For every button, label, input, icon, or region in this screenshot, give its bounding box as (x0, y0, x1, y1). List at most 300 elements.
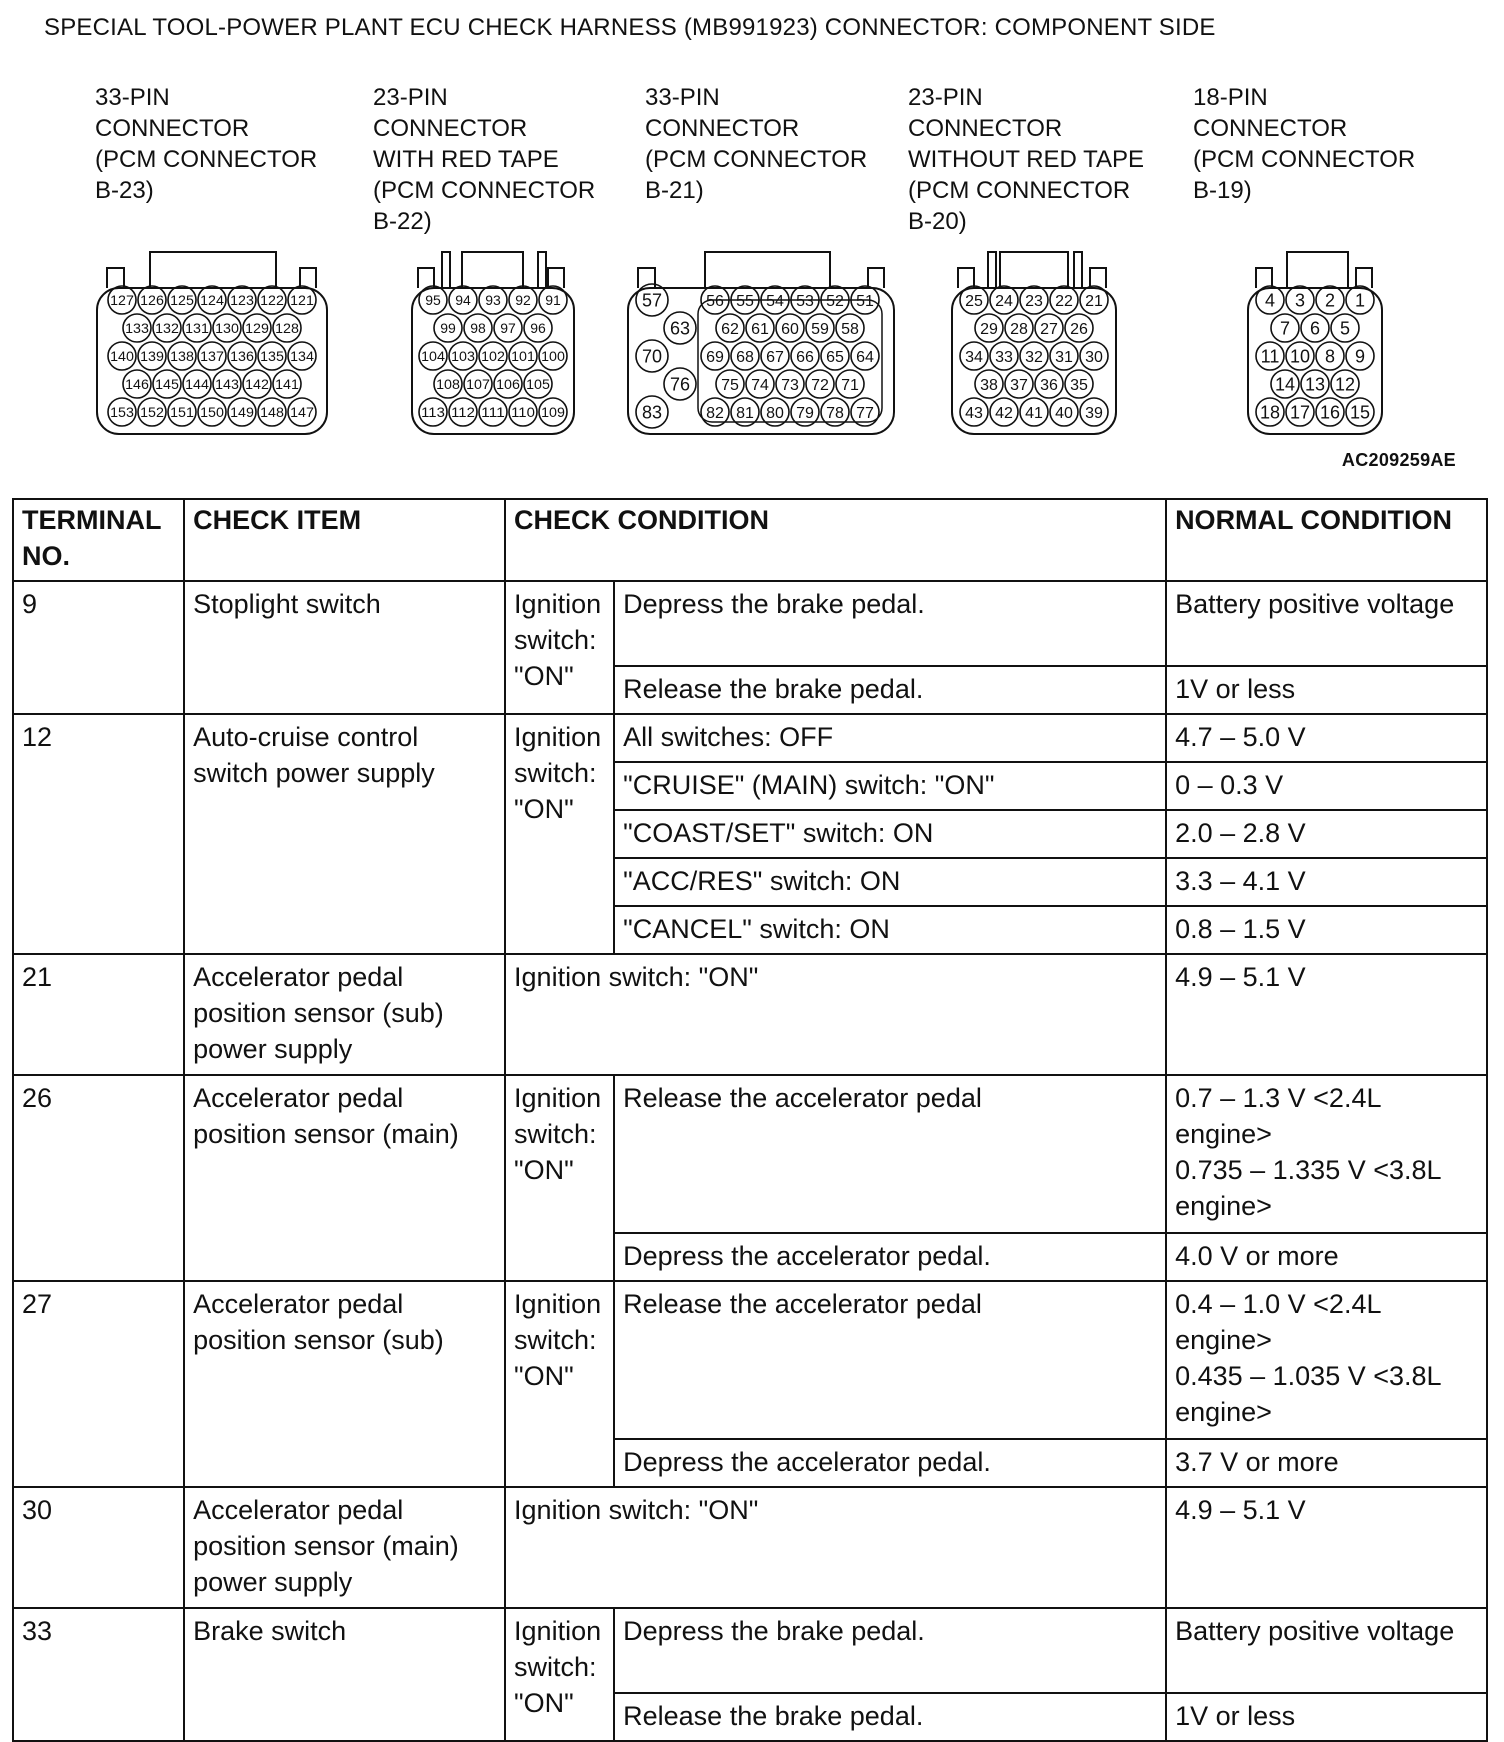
pin-108 (434, 370, 462, 398)
svg-text:128: 128 (275, 320, 300, 337)
svg-text:149: 149 (230, 404, 255, 421)
table-row (13, 954, 1487, 1075)
sub-condition-cell: "CANCEL" switch: ON (614, 906, 1166, 954)
svg-text:34: 34 (965, 348, 983, 366)
pin-59 (806, 314, 834, 342)
pin-134 (288, 342, 316, 370)
svg-text:4: 4 (1264, 290, 1276, 311)
svg-text:65: 65 (826, 348, 844, 366)
check-item-cell: Accelerator pedal position sensor (main) power supply (184, 1487, 505, 1608)
svg-text:93: 93 (485, 292, 501, 309)
svg-text:18: 18 (1259, 402, 1281, 423)
terminal-cell: 30 (13, 1487, 184, 1608)
normal-cell: 0.4 – 1.0 V <2.4L engine> 0.435 – 1.035 V <3.8L engine> (1166, 1281, 1487, 1439)
connector-4 (952, 252, 1116, 434)
sub-condition-cell: Depress the accelerator pedal. (614, 1233, 1166, 1281)
normal-cell: 3.3 – 4.1 V (1166, 858, 1487, 906)
sub-condition-cell: Release the brake pedal. (614, 1693, 1166, 1741)
pin-70 (636, 340, 668, 372)
pin-63 (664, 312, 696, 344)
page-title: SPECIAL TOOL-POWER PLANT ECU CHECK HARNESS (MB991923) CONNECTOR: COMPONENT SIDE (44, 14, 1216, 41)
svg-text:150: 150 (200, 404, 225, 421)
svg-text:54: 54 (766, 292, 784, 310)
check-item-cell: Auto-cruise control switch power supply (184, 714, 505, 954)
pin-14 (1271, 370, 1299, 398)
pin-126 (138, 286, 166, 314)
svg-text:94: 94 (455, 292, 471, 309)
pin-5 (1331, 314, 1359, 342)
check-table (12, 498, 1488, 1742)
connector-diagrams (0, 240, 1504, 440)
table-row (13, 1075, 1487, 1233)
svg-text:77: 77 (856, 404, 874, 422)
normal-cell: 0.7 – 1.3 V <2.4L engine> 0.735 – 1.335 V <3.8L engine> (1166, 1075, 1487, 1233)
svg-text:68: 68 (736, 348, 754, 366)
svg-text:35: 35 (1070, 376, 1088, 394)
svg-text:127: 127 (110, 292, 135, 309)
svg-text:137: 137 (200, 348, 225, 365)
pin-103 (449, 342, 477, 370)
svg-text:16: 16 (1319, 402, 1341, 423)
sub-condition-cell: Depress the brake pedal. (614, 581, 1166, 666)
pin-96 (524, 314, 552, 342)
svg-text:55: 55 (736, 292, 754, 310)
svg-text:97: 97 (500, 320, 516, 337)
svg-text:70: 70 (641, 346, 663, 367)
svg-text:111: 111 (481, 404, 506, 421)
pin-32 (1020, 342, 1048, 370)
pin-10 (1286, 342, 1314, 370)
connector-label-b21: 33-PIN CONNECTOR (PCM CONNECTOR B-21) (645, 84, 868, 204)
svg-text:62: 62 (721, 320, 739, 338)
sub-condition-cell: All switches: OFF (614, 714, 1166, 762)
pin-110 (509, 398, 537, 426)
sub-condition-cell: "CRUISE" (MAIN) switch: "ON" (614, 762, 1166, 810)
pin-131 (183, 314, 211, 342)
svg-text:3: 3 (1294, 290, 1306, 311)
svg-text:129: 129 (245, 320, 270, 337)
pin-37 (1005, 370, 1033, 398)
pin-28 (1005, 314, 1033, 342)
svg-text:121: 121 (290, 292, 315, 309)
pin-147 (288, 398, 316, 426)
pin-149 (228, 398, 256, 426)
pin-51 (851, 286, 879, 314)
svg-text:105: 105 (526, 376, 551, 393)
svg-text:6: 6 (1309, 318, 1321, 339)
pin-41 (1020, 398, 1048, 426)
pin-129 (243, 314, 271, 342)
pin-107 (464, 370, 492, 398)
svg-text:143: 143 (215, 376, 240, 393)
pin-99 (434, 314, 462, 342)
normal-cell: 3.7 V or more (1166, 1439, 1487, 1487)
check-item-cell: Stoplight switch (184, 581, 505, 714)
pin-101 (509, 342, 537, 370)
pin-4 (1256, 286, 1284, 314)
svg-text:64: 64 (856, 348, 874, 366)
condition-cell: Ignition switch: "ON" (505, 581, 614, 714)
pin-93 (479, 286, 507, 314)
svg-text:142: 142 (245, 376, 270, 393)
pin-137 (198, 342, 226, 370)
pin-140 (108, 342, 136, 370)
svg-text:100: 100 (541, 348, 566, 365)
connector-2 (412, 252, 574, 434)
pin-153 (108, 398, 136, 426)
normal-cell: 2.0 – 2.8 V (1166, 810, 1487, 858)
svg-text:139: 139 (140, 348, 165, 365)
pin-21 (1080, 286, 1108, 314)
header-normal-condition: NORMAL CONDITION (1166, 499, 1487, 581)
pin-139 (138, 342, 166, 370)
svg-text:74: 74 (751, 376, 769, 394)
normal-cell: 0.8 – 1.5 V (1166, 906, 1487, 954)
sub-condition-cell: Release the accelerator pedal (614, 1075, 1166, 1233)
normal-cell: Battery positive voltage (1166, 581, 1487, 666)
svg-text:109: 109 (541, 404, 566, 421)
terminal-cell: 33 (13, 1608, 184, 1741)
pin-75 (716, 370, 744, 398)
svg-text:17: 17 (1289, 402, 1311, 423)
svg-text:144: 144 (185, 376, 210, 393)
sub-condition-cell: "COAST/SET" switch: ON (614, 810, 1166, 858)
svg-text:27: 27 (1040, 320, 1058, 338)
check-item-cell: Accelerator pedal position sensor (sub) power supply (184, 954, 505, 1075)
pin-43 (960, 398, 988, 426)
svg-text:24: 24 (995, 292, 1013, 310)
pin-76 (664, 368, 696, 400)
svg-text:96: 96 (530, 320, 546, 337)
connector-3 (628, 252, 894, 434)
pin-1 (1346, 286, 1374, 314)
pin-2 (1316, 286, 1344, 314)
pin-121 (288, 286, 316, 314)
svg-text:91: 91 (545, 292, 561, 309)
table-row (13, 1281, 1487, 1439)
pin-72 (806, 370, 834, 398)
pin-64 (851, 342, 879, 370)
pin-127 (108, 286, 136, 314)
pin-11 (1256, 342, 1284, 370)
pin-109 (539, 398, 567, 426)
svg-text:21: 21 (1085, 292, 1103, 310)
svg-text:30: 30 (1085, 348, 1103, 366)
svg-text:123: 123 (230, 292, 255, 309)
svg-text:71: 71 (841, 376, 859, 394)
svg-text:122: 122 (260, 292, 285, 309)
terminal-cell: 9 (13, 581, 184, 714)
pin-124 (198, 286, 226, 314)
svg-text:81: 81 (736, 404, 754, 422)
pin-133 (123, 314, 151, 342)
pin-100 (539, 342, 567, 370)
pin-152 (138, 398, 166, 426)
svg-text:52: 52 (826, 292, 844, 310)
pin-15 (1346, 398, 1374, 426)
header-terminal: TERMINAL NO. (13, 499, 184, 581)
svg-text:108: 108 (436, 376, 461, 393)
pin-42 (990, 398, 1018, 426)
svg-text:75: 75 (721, 376, 739, 394)
svg-text:107: 107 (466, 376, 491, 393)
svg-text:7: 7 (1279, 318, 1291, 339)
svg-text:79: 79 (796, 404, 814, 422)
normal-cell: 0 – 0.3 V (1166, 762, 1487, 810)
svg-text:130: 130 (215, 320, 240, 337)
pin-34 (960, 342, 988, 370)
svg-text:2: 2 (1324, 290, 1336, 311)
pin-144 (183, 370, 211, 398)
pin-145 (153, 370, 181, 398)
pin-16 (1316, 398, 1344, 426)
svg-text:102: 102 (481, 348, 506, 365)
svg-text:112: 112 (451, 404, 476, 421)
pin-92 (509, 286, 537, 314)
connector-label-b22: 23-PIN CONNECTOR WITH RED TAPE (PCM CONNECTOR B-22) (373, 84, 596, 235)
svg-text:37: 37 (1010, 376, 1028, 394)
svg-text:12: 12 (1334, 374, 1356, 395)
pin-40 (1050, 398, 1078, 426)
header-check-condition: CHECK CONDITION (505, 499, 1166, 581)
check-item-cell: Brake switch (184, 1608, 505, 1741)
pin-29 (975, 314, 1003, 342)
pin-112 (449, 398, 477, 426)
pin-136 (228, 342, 256, 370)
pin-143 (213, 370, 241, 398)
pin-141 (273, 370, 301, 398)
svg-text:22: 22 (1055, 292, 1073, 310)
condition-cell: Ignition switch: "ON" (505, 954, 1166, 1075)
svg-text:31: 31 (1055, 348, 1073, 366)
svg-text:40: 40 (1055, 404, 1073, 422)
pin-25 (960, 286, 988, 314)
pin-30 (1080, 342, 1108, 370)
svg-text:103: 103 (451, 348, 476, 365)
pin-3 (1286, 286, 1314, 314)
svg-text:51: 51 (856, 292, 874, 310)
svg-text:113: 113 (421, 404, 446, 421)
pin-113 (419, 398, 447, 426)
check-item-cell: Accelerator pedal position sensor (sub) (184, 1281, 505, 1487)
svg-text:66: 66 (796, 348, 814, 366)
svg-text:152: 152 (140, 404, 165, 421)
svg-text:133: 133 (125, 320, 150, 337)
pin-97 (494, 314, 522, 342)
pin-94 (449, 286, 477, 314)
pin-122 (258, 286, 286, 314)
terminal-cell: 26 (13, 1075, 184, 1281)
pin-39 (1080, 398, 1108, 426)
svg-text:146: 146 (125, 376, 150, 393)
pin-27 (1035, 314, 1063, 342)
svg-text:36: 36 (1040, 376, 1058, 394)
condition-cell: Ignition switch: "ON" (505, 1281, 614, 1487)
table-row (13, 1487, 1487, 1608)
svg-text:23: 23 (1025, 292, 1043, 310)
pin-83 (636, 396, 668, 428)
svg-text:83: 83 (641, 402, 663, 423)
svg-text:132: 132 (155, 320, 180, 337)
normal-cell: 4.0 V or more (1166, 1233, 1487, 1281)
pin-128 (273, 314, 301, 342)
svg-text:101: 101 (511, 348, 536, 365)
pin-13 (1301, 370, 1329, 398)
terminal-cell: 27 (13, 1281, 184, 1487)
svg-text:145: 145 (155, 376, 180, 393)
svg-text:59: 59 (811, 320, 829, 338)
pin-130 (213, 314, 241, 342)
figure-id: AC209259AE (1341, 450, 1456, 470)
normal-cell: 1V or less (1166, 1693, 1487, 1741)
pin-102 (479, 342, 507, 370)
connector-label-b23: 33-PIN CONNECTOR (PCM CONNECTOR B-23) (95, 84, 318, 204)
svg-text:61: 61 (751, 320, 769, 338)
table-header-row (13, 499, 1487, 581)
svg-text:14: 14 (1274, 374, 1296, 395)
svg-text:5: 5 (1339, 318, 1351, 339)
svg-text:148: 148 (260, 404, 285, 421)
svg-text:134: 134 (290, 348, 315, 365)
pin-150 (198, 398, 226, 426)
connector-5 (1248, 252, 1382, 434)
sub-condition-cell: "ACC/RES" switch: ON (614, 858, 1166, 906)
svg-text:25: 25 (965, 292, 983, 310)
svg-text:41: 41 (1025, 404, 1043, 422)
normal-cell: 1V or less (1166, 666, 1487, 714)
pin-6 (1301, 314, 1329, 342)
svg-text:141: 141 (275, 376, 300, 393)
pin-68 (731, 342, 759, 370)
pin-18 (1256, 398, 1284, 426)
pin-24 (990, 286, 1018, 314)
svg-text:33: 33 (995, 348, 1013, 366)
pin-111 (479, 398, 507, 426)
svg-text:99: 99 (440, 320, 456, 337)
sub-condition-cell: Depress the accelerator pedal. (614, 1439, 1166, 1487)
svg-text:76: 76 (669, 374, 691, 395)
sub-condition-cell: Release the brake pedal. (614, 666, 1166, 714)
pin-12 (1331, 370, 1359, 398)
pin-66 (791, 342, 819, 370)
terminal-cell: 21 (13, 954, 184, 1075)
pin-33 (990, 342, 1018, 370)
pin-17 (1286, 398, 1314, 426)
svg-text:95: 95 (425, 292, 441, 309)
pin-138 (168, 342, 196, 370)
svg-text:39: 39 (1085, 404, 1103, 422)
pin-38 (975, 370, 1003, 398)
svg-text:53: 53 (796, 292, 814, 310)
pin-98 (464, 314, 492, 342)
condition-cell: Ignition switch: "ON" (505, 1075, 614, 1281)
check-item-cell: Accelerator pedal position sensor (main) (184, 1075, 505, 1281)
normal-cell: Battery positive voltage (1166, 1608, 1487, 1693)
pin-104 (419, 342, 447, 370)
pin-142 (243, 370, 271, 398)
pin-65 (821, 342, 849, 370)
svg-text:15: 15 (1349, 402, 1371, 423)
svg-text:11: 11 (1260, 346, 1280, 367)
pin-9 (1346, 342, 1374, 370)
pin-71 (836, 370, 864, 398)
svg-text:63: 63 (669, 318, 691, 339)
pin-123 (228, 286, 256, 314)
svg-text:136: 136 (230, 348, 255, 365)
condition-cell: Ignition switch: "ON" (505, 1608, 614, 1741)
svg-text:140: 140 (110, 348, 135, 365)
svg-text:125: 125 (170, 292, 195, 309)
svg-text:147: 147 (290, 404, 315, 421)
svg-text:80: 80 (766, 404, 784, 422)
svg-text:32: 32 (1025, 348, 1043, 366)
pin-73 (776, 370, 804, 398)
normal-cell: 4.9 – 5.1 V (1166, 1487, 1487, 1608)
terminal-cell: 12 (13, 714, 184, 954)
pin-7 (1271, 314, 1299, 342)
pin-22 (1050, 286, 1078, 314)
normal-cell: 4.7 – 5.0 V (1166, 714, 1487, 762)
connector-label-b20: 23-PIN CONNECTOR WITHOUT RED TAPE (PCM CONNECTOR B-20) (908, 84, 1145, 235)
svg-text:13: 13 (1304, 374, 1326, 395)
svg-text:138: 138 (170, 348, 195, 365)
svg-text:43: 43 (965, 404, 983, 422)
svg-text:104: 104 (421, 348, 446, 365)
svg-text:73: 73 (781, 376, 799, 394)
svg-text:38: 38 (980, 376, 998, 394)
table-row (13, 581, 1487, 666)
pin-105 (524, 370, 552, 398)
pin-146 (123, 370, 151, 398)
pin-26 (1065, 314, 1093, 342)
normal-cell: 4.9 – 5.1 V (1166, 954, 1487, 1075)
svg-text:78: 78 (826, 404, 844, 422)
svg-text:153: 153 (110, 404, 135, 421)
pin-95 (419, 286, 447, 314)
svg-text:151: 151 (170, 404, 195, 421)
svg-text:98: 98 (470, 320, 486, 337)
svg-text:57: 57 (641, 290, 663, 311)
svg-text:58: 58 (841, 320, 859, 338)
pin-62 (716, 314, 744, 342)
pin-23 (1020, 286, 1048, 314)
pin-31 (1050, 342, 1078, 370)
pin-74 (746, 370, 774, 398)
svg-text:124: 124 (200, 292, 225, 309)
pin-151 (168, 398, 196, 426)
pin-135 (258, 342, 286, 370)
svg-text:126: 126 (140, 292, 165, 309)
svg-text:10: 10 (1289, 346, 1311, 367)
pin-67 (761, 342, 789, 370)
pin-8 (1316, 342, 1344, 370)
condition-cell: Ignition switch: "ON" (505, 714, 614, 954)
pin-61 (746, 314, 774, 342)
svg-text:56: 56 (706, 292, 724, 310)
svg-text:82: 82 (706, 404, 724, 422)
svg-text:69: 69 (706, 348, 724, 366)
svg-text:110: 110 (511, 404, 536, 421)
svg-text:135: 135 (260, 348, 285, 365)
svg-text:26: 26 (1070, 320, 1088, 338)
svg-text:9: 9 (1354, 346, 1366, 367)
svg-text:8: 8 (1324, 346, 1336, 367)
pin-132 (153, 314, 181, 342)
pin-69 (701, 342, 729, 370)
svg-text:42: 42 (995, 404, 1013, 422)
header-check-item: CHECK ITEM (184, 499, 505, 581)
pin-125 (168, 286, 196, 314)
